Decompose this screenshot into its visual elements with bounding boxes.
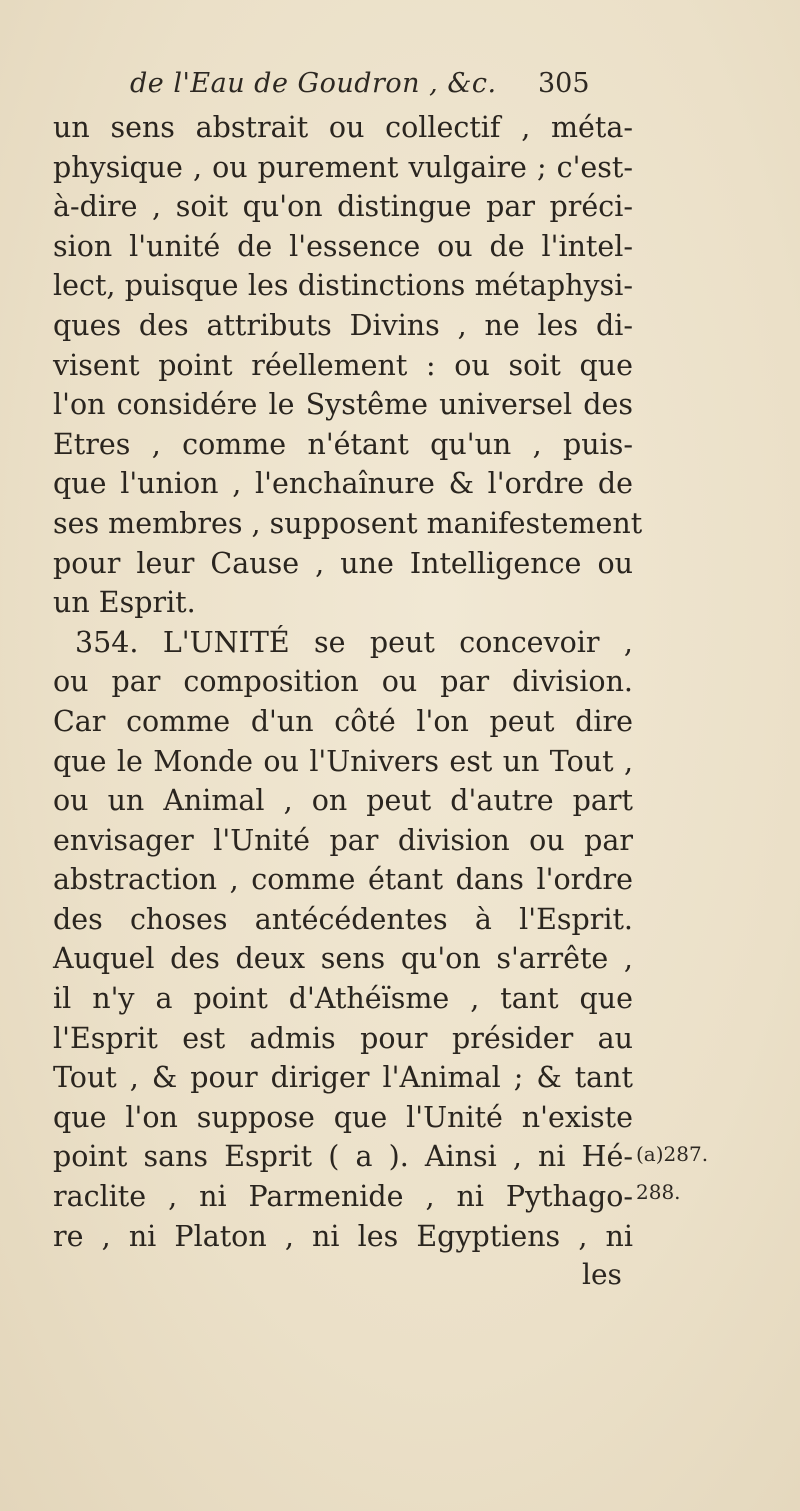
text-line: Etres , comme n'étant qu'un , puis- [53, 427, 633, 461]
text-line: il n'y a point d'Athéïsme , tant que [53, 982, 633, 1016]
body-text [53, 108, 643, 1256]
text-line: lect, puisque les distinctions métaphysi- [53, 269, 633, 303]
text-line: ou par composition ou par division. [53, 665, 633, 699]
text-line: des choses antécédentes à l'Esprit. [53, 902, 633, 936]
page-number: 305 [538, 68, 590, 99]
text-line: un sens abstrait ou collectif , méta- [53, 111, 633, 144]
text-line: abstraction , comme étant dans l'ordre [53, 863, 633, 897]
text-line: pour leur Cause , une Intelligence ou [53, 546, 633, 580]
text-line: ou un Animal , on peut d'autre part [53, 784, 633, 818]
text-line: ses membres , supposent manifestement [53, 506, 643, 540]
margin-note: (a)287. [636, 1142, 709, 1166]
text-line: que le Monde ou l'Univers est un Tout , [53, 744, 633, 778]
text-line: un Esprit. [53, 586, 196, 620]
text-line: ques des attributs Divins , ne les di- [53, 308, 633, 342]
text-line: point sans Esprit ( a ). Ainsi , ni Hé- [53, 1140, 633, 1174]
text-line: Auquel des deux sens qu'on s'arrête , [53, 942, 633, 976]
text-line: sion l'unité de l'essence ou de l'intel- [53, 229, 633, 263]
text-line: l'on considére le Systême universel des [53, 388, 633, 422]
text-line: Car comme d'un côté l'on peut dire [53, 704, 633, 738]
text-line: que l'on suppose que l'Unité n'existe [53, 1100, 633, 1134]
catchword: les [582, 1258, 622, 1291]
running-head: de l'Eau de Goudron , &c. [130, 68, 497, 99]
text-line: Tout , & pour diriger l'Animal ; & tant [53, 1061, 633, 1095]
text-line: envisager l'Unité par division ou par [53, 823, 633, 857]
margin-note: 288. [636, 1180, 681, 1204]
text-line: visent point réellement : ou soit que [53, 348, 633, 382]
text-line: raclite , ni Parmenide , ni Pythago- [53, 1180, 633, 1214]
text-line: que l'union , l'enchaînure & l'ordre de [53, 467, 633, 501]
text-line: l'Esprit est admis pour présider au [53, 1021, 633, 1055]
text-line: à-dire , soit qu'on distingue par préci- [53, 190, 633, 224]
section-start-line: 354. L'UNITÉ se peut concevoir , [75, 625, 633, 659]
text-line: re , ni Platon , ni les Egyptiens , ni [53, 1219, 633, 1253]
text-line: physique , ou purement vulgaire ; c'est- [53, 150, 633, 184]
